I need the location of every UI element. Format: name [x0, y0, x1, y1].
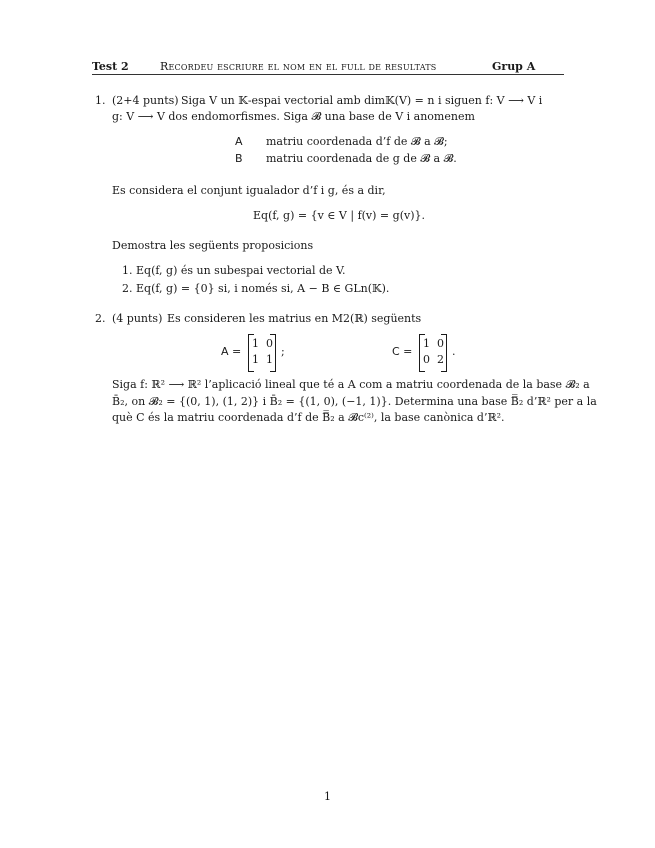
def-text-b: matriu coordenada de g de 𝓑 a 𝓑. [266, 152, 457, 165]
problem1-points: (2+4 punts) [112, 94, 179, 107]
header-instruction: Recordeu escriure el nom en el full de resultats [160, 60, 437, 73]
matrix-a [248, 334, 276, 372]
matrix-a-label: A = [221, 345, 242, 358]
page-number: 1 [324, 790, 331, 803]
problem1-item-1: 1. Eq(f, g) és un subespai vectorial de V. [122, 264, 346, 277]
equalizer-intro: Es considera el conjunt igualador d’f i g, és a dir, [112, 184, 386, 197]
matrix-a-cell: 1 [266, 353, 273, 366]
problem1-intro-line1: Siga V un 𝕂-espai vectorial amb dim𝕂(V) = n i siguen f: V ⟶ V i [181, 94, 543, 107]
matrix-a-cell: 0 [266, 337, 273, 350]
problem2-body-line3: què C és la matriu coordenada d’f de B̿₂ a 𝓑c⁽²⁾, la base canònica d’ℝ². [112, 411, 505, 424]
def-label-a: A [235, 135, 243, 148]
matrix-c-cell: 0 [423, 353, 430, 366]
problem2-intro: Es consideren les matrius en M2(ℝ) següents [167, 312, 422, 325]
problem2-body-line1: Siga f: ℝ² ⟶ ℝ² l’aplicació lineal que té a A com a matriu coordenada de la base 𝓑₂ a [112, 378, 590, 391]
matrix-c-suffix: . [452, 345, 456, 358]
problem1-item-2: 2. Eq(f, g) = {0} si, i només si, A − B ∈ GLn(𝕂). [122, 282, 390, 295]
problem1-number: 1. [95, 94, 106, 107]
matrix-a-cell: 1 [252, 337, 259, 350]
matrix-c [419, 334, 447, 372]
matrix-c-cell: 2 [437, 353, 444, 366]
def-label-b: B [235, 152, 243, 165]
problem1-intro-line2: g: V ⟶ V dos endomorfismes. Siga 𝓑 una base de V i anomenem [112, 110, 475, 123]
equalizer-formula: Eq(f, g) = {v ∈ V | f(v) = g(v)}. [253, 209, 425, 222]
header-group: Grup A [492, 60, 536, 73]
prove-heading: Demostra les següents proposicions [112, 239, 314, 252]
matrix-a-suffix: ; [281, 345, 285, 358]
matrix-c-cell: 1 [423, 337, 430, 350]
matrix-c-cell: 0 [437, 337, 444, 350]
matrix-a-cell: 1 [252, 353, 259, 366]
problem2-points: (4 punts) [112, 312, 163, 325]
problem2-number: 2. [95, 312, 106, 325]
header-rule [92, 74, 564, 75]
def-text-a: matriu coordenada d’f de 𝓑 a 𝓑; [266, 135, 448, 148]
problem2-body-line2: B̄₂, on 𝓑₂ = {(0, 1), (1, 2)} i B̄₂ = {(1, 0), (−1, 1)}. Determina una base B̿₂ d’ℝ² per a la [112, 395, 597, 408]
header-test-label: Test 2 [92, 60, 129, 73]
matrix-c-label: C = [392, 345, 413, 358]
